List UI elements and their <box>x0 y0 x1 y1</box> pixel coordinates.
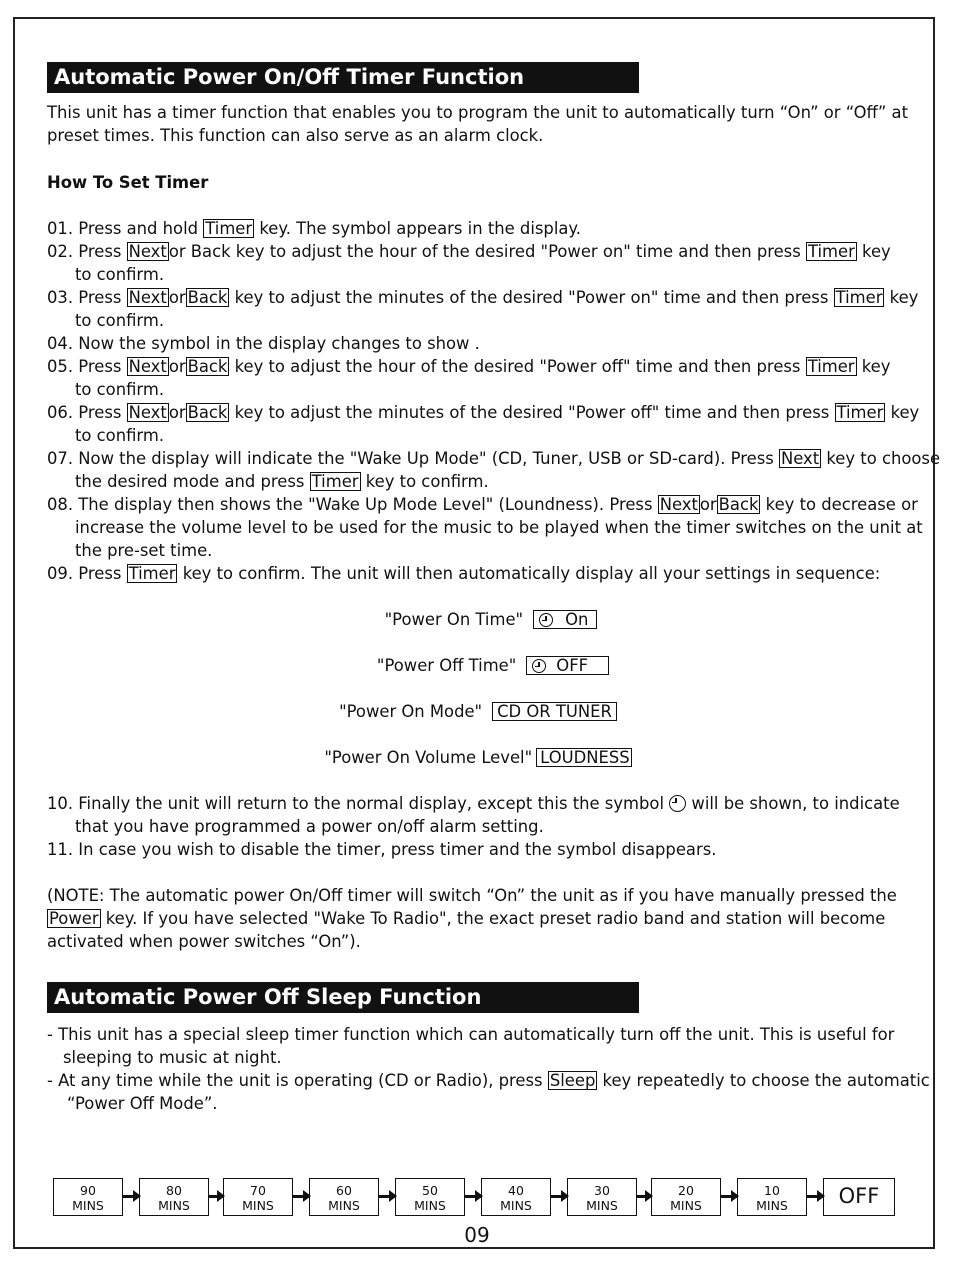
display-power-off-time <box>0 654 954 677</box>
sleep-bullets <box>47 1023 930 1115</box>
timer-key: Timer <box>128 564 176 583</box>
step-text: 08. The display then shows the "Wake Up Mode Level" (Loundness). Press <box>47 495 658 514</box>
next-key: Next <box>781 449 820 468</box>
sleep-key: Sleep <box>549 1071 596 1090</box>
clock-icon <box>669 795 686 812</box>
sleep-step-70 <box>223 1178 293 1216</box>
step-text: key <box>856 357 891 376</box>
display-label: "Power Off Time" <box>376 656 517 675</box>
step-06-cont: to confirm. <box>75 426 165 445</box>
sleep-step-30 <box>567 1178 637 1216</box>
arrow-right-icon <box>465 1195 481 1198</box>
step-03 <box>47 286 917 309</box>
arrow-right-icon <box>123 1195 139 1198</box>
display-label: "Power On Volume Level" <box>324 748 533 767</box>
sleep-bullet-1: - This unit has a special sleep timer function which can automatically turn off the unit. This is useful for <box>47 1025 895 1044</box>
power-key: Power <box>49 909 99 928</box>
step-08-cont-2: the pre-set time. <box>75 541 213 560</box>
sleep-unit: MINS <box>242 1198 274 1213</box>
step-text: or Back key to adjust the hour of the desired "Power on" time and then press <box>168 242 806 261</box>
step-text: 06. Press <box>47 403 127 422</box>
step-text: key <box>856 242 891 261</box>
sleep-minutes: 90 <box>80 1183 96 1198</box>
back-key: Back <box>718 495 759 514</box>
step-08 <box>47 493 917 516</box>
timer-key: Timer <box>807 357 855 376</box>
section-title-sleep: Automatic Power Off Sleep Function <box>47 982 639 1013</box>
step-08-cont: increase the volume level to be used for the music to be played when the timer switches on the unit at <box>75 518 923 537</box>
display-box <box>526 656 609 675</box>
note-line-3: activated when power switches “On”). <box>47 932 361 951</box>
sleep-bullet-1-cont: sleeping to music at night. <box>63 1048 282 1067</box>
note-line-2 <box>47 907 917 930</box>
sleep-unit: MINS <box>414 1198 446 1213</box>
sleep-unit: MINS <box>500 1198 532 1213</box>
step-07-cont <box>47 470 917 493</box>
step-text: or <box>168 288 186 307</box>
sleep-step-20 <box>651 1178 721 1216</box>
display-value: CD OR TUNER <box>492 702 617 721</box>
arrow-right-icon <box>637 1195 651 1198</box>
arrow-right-icon <box>379 1195 395 1198</box>
sleep-minutes: 70 <box>250 1183 266 1198</box>
step-02-cont: to confirm. <box>75 265 165 284</box>
step-10 <box>47 792 917 815</box>
timer-key: Timer <box>835 288 883 307</box>
next-key: Next <box>128 357 167 376</box>
sleep-minutes: 40 <box>508 1183 524 1198</box>
timer-key: Timer <box>836 403 884 422</box>
step-text: key <box>885 403 920 422</box>
step-05-cont: to confirm. <box>75 380 165 399</box>
next-key: Next <box>128 288 167 307</box>
step-11: 11. In case you wish to disable the timer, press timer and the symbol disappears. <box>47 840 717 859</box>
page-number: 09 <box>464 1223 490 1247</box>
step-text: 09. Press <box>47 564 127 583</box>
display-box <box>533 610 597 629</box>
step-text: 01. Press and hold <box>47 219 204 238</box>
sleep-bullet-2-cont: “Power Off Mode”. <box>67 1094 218 1113</box>
section-title-timer: Automatic Power On/Off Timer Function <box>47 62 639 93</box>
intro-line-1: This unit has a timer function that enables you to program the unit to automatically turn “On” or “Off” at <box>47 103 909 122</box>
step-text: 10. Finally the unit will return to the normal display, except this the symbol <box>47 794 670 813</box>
step-text: or <box>168 403 186 422</box>
timer-steps <box>47 217 941 585</box>
sleep-minutes: 50 <box>422 1183 438 1198</box>
step-05 <box>47 355 917 378</box>
step-text: key to choose <box>821 449 941 468</box>
arrow-right-icon <box>293 1195 309 1198</box>
timer-key: Timer <box>205 219 253 238</box>
step-text: key to adjust the minutes of the desired "Power off" time and then press <box>229 403 835 422</box>
sleep-step-90 <box>53 1178 123 1216</box>
step-text: key to decrease or <box>760 495 918 514</box>
step-text: 07. Now the display will indicate the "Wake Up Mode" (CD, Tuner, USB or SD-card). Press <box>47 449 779 468</box>
step-text: key <box>884 288 919 307</box>
display-power-on-mode <box>0 700 954 723</box>
step-text: 02. Press <box>47 242 127 261</box>
next-key: Next <box>128 403 167 422</box>
sleep-step-off: OFF <box>823 1178 895 1216</box>
step-03-cont: to confirm. <box>75 311 165 330</box>
sleep-sequence <box>53 1178 898 1218</box>
clock-icon <box>539 613 553 627</box>
sleep-unit: MINS <box>328 1198 360 1213</box>
timer-intro <box>47 101 917 147</box>
step-text: or <box>168 357 186 376</box>
sleep-unit: MINS <box>756 1198 788 1213</box>
display-power-on-time <box>0 608 954 631</box>
sleep-minutes: 30 <box>594 1183 610 1198</box>
sleep-unit: MINS <box>586 1198 618 1213</box>
timer-key: Timer <box>807 242 855 261</box>
arrow-right-icon <box>209 1195 223 1198</box>
step-06 <box>47 401 920 424</box>
sleep-step-10 <box>737 1178 807 1216</box>
step-10-cont: that you have programmed a power on/off alarm setting. <box>75 817 544 836</box>
timer-note <box>47 884 917 953</box>
next-key: Next <box>128 242 167 261</box>
next-key: Next <box>659 495 698 514</box>
note-text: key. If you have selected "Wake To Radio", the exact preset radio band and station will become <box>100 909 886 928</box>
arrow-right-icon <box>721 1195 737 1198</box>
arrow-right-icon <box>551 1195 567 1198</box>
step-02 <box>47 240 917 263</box>
back-key: Back <box>187 357 228 376</box>
sleep-step-60 <box>309 1178 379 1216</box>
step-text: key to adjust the minutes of the desired "Power on" time and then press <box>229 288 834 307</box>
sleep-minutes: 60 <box>336 1183 352 1198</box>
sleep-step-40 <box>481 1178 551 1216</box>
step-04: 04. Now the symbol in the display changes to show . <box>47 334 480 353</box>
intro-line-2: preset times. This function can also serve as an alarm clock. <box>47 126 544 145</box>
sleep-text: key repeatedly to choose the automatic <box>597 1071 930 1090</box>
step-text: the desired mode and press <box>75 472 310 491</box>
timer-steps-final <box>47 792 917 861</box>
display-volume-level <box>0 746 954 769</box>
clock-icon <box>532 659 546 673</box>
sleep-minutes: 10 <box>764 1183 780 1198</box>
display-label: "Power On Time" <box>384 610 524 629</box>
display-value: On <box>565 610 589 629</box>
step-01 <box>47 217 917 240</box>
display-value: OFF <box>556 656 589 675</box>
sleep-bullet-2 <box>47 1069 930 1092</box>
step-09 <box>47 562 917 585</box>
sleep-unit: MINS <box>72 1198 104 1213</box>
note-line-1: (NOTE: The automatic power On/Off timer will switch “On” the unit as if you have manually pressed the <box>47 886 897 905</box>
subheading-how-to-set-timer: How To Set Timer <box>47 173 209 192</box>
step-text: key to adjust the hour of the desired "Power off" time and then press <box>229 357 806 376</box>
sleep-step-50 <box>395 1178 465 1216</box>
display-value: LOUDNESS <box>536 748 632 767</box>
arrow-right-icon <box>807 1195 823 1198</box>
step-text: or <box>699 495 717 514</box>
step-text: 03. Press <box>47 288 127 307</box>
step-text: 05. Press <box>47 357 127 376</box>
sleep-text: - At any time while the unit is operating (CD or Radio), press <box>47 1071 548 1090</box>
step-text: key. The symbol appears in the display. <box>254 219 582 238</box>
timer-key: Timer <box>311 472 359 491</box>
sleep-unit: MINS <box>158 1198 190 1213</box>
sleep-minutes: 20 <box>678 1183 694 1198</box>
sleep-step-80 <box>139 1178 209 1216</box>
step-text: key to confirm. The unit will then automatically display all your settings in sequence: <box>177 564 881 583</box>
step-text: key to confirm. <box>360 472 489 491</box>
sleep-minutes: 80 <box>166 1183 182 1198</box>
step-text: will be shown, to indicate <box>686 794 900 813</box>
step-07 <box>47 447 941 470</box>
back-key: Back <box>187 288 228 307</box>
display-label: "Power On Mode" <box>339 702 483 721</box>
sleep-unit: MINS <box>670 1198 702 1213</box>
back-key: Back <box>187 403 228 422</box>
